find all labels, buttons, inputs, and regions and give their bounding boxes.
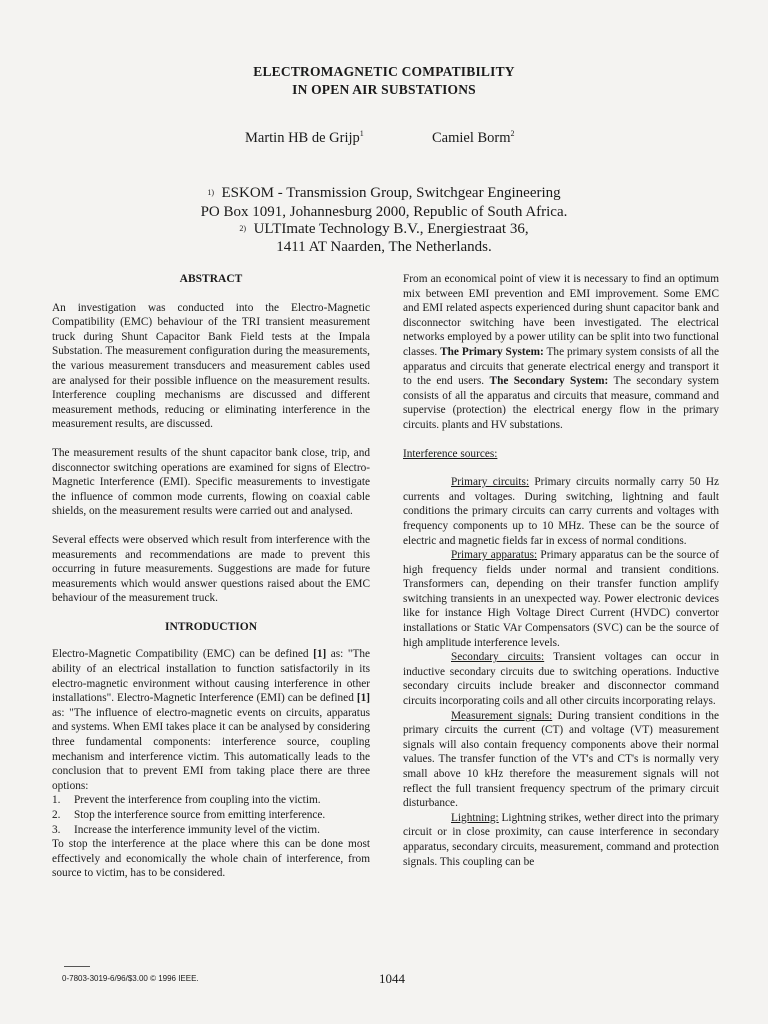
paper-title-line2: IN OPEN AIR SUBSTATIONS: [292, 82, 476, 97]
source-text: Primary apparatus can be the source of high frequency fields under normal and transient conditions. Transformers can, depending on their transfer function amplify switching transients in an unexpected way. Power electronic devices like for instance High Voltage Direct Current (HVDC) convertor installations or Static VAr Compensators (SVC) can be the source of high amplitude interference levels.: [403, 549, 719, 649]
classes-paragraph: [403, 272, 719, 433]
introduction-paragraph-2: To stop the interference at the place where this can be done most effectively and economically the whole chain of interference, from source to victim, has to be considered.: [52, 838, 370, 880]
source-text: Transient voltages can occur in inductive secondary circuits due to switching operations. Inductive secondary circuits include breaker and disconnector command circuits incorporating coils and all other circuits incorporating relays.: [403, 651, 719, 708]
list-text: Increase the interference immunity level of the victim.: [74, 823, 320, 836]
author-1: [245, 130, 364, 147]
source-item: [403, 811, 719, 869]
source-label: Measurement signals:: [451, 709, 553, 722]
left-column: [52, 272, 370, 881]
intro-text-c: as: "The influence of electro-magnetic events on circuits, apparatus and systems. When EMI takes place it can be analysed by considering three fundamental components: interference source, coupling mechanism and interference victim. This automatically leads to the conclusion that to prevent EMI from taking place there are three options:: [52, 706, 370, 792]
footnote-rule: [64, 966, 90, 967]
affiliation-1-line1: [0, 184, 768, 203]
list-number: 3.: [52, 823, 61, 836]
abstract-paragraph-1: An investigation was conducted into the Electro-Magnetic Compatibility (EMC) behaviour of the TRI transient measurement truck during Shunt Capacitor Bank Field tests at the Impala Substation. The measurement configuration during the measurements, the various measurement transducers and measurement cables used are analysed for their possible influence on the measurement results. Interference coupling mechanisms are discussed and different measurement methods, reducing or eliminating interference in the measurement results, are discussed.: [52, 301, 370, 431]
affiliation-2-mark: 2): [239, 224, 247, 233]
copyright-notice: 0-7803-3019-6/96/$3.00 © 1996 IEEE.: [62, 974, 199, 983]
affiliation-2-line2: 1411 AT Naarden, The Netherlands.: [276, 239, 492, 255]
citation-ref: [1]: [356, 692, 370, 705]
introduction-heading: INTRODUCTION: [164, 620, 257, 633]
author-2-mark: 2: [510, 129, 515, 138]
intro-text-a: Electro-Magnetic Compatibility (EMC) can be defined: [52, 648, 314, 661]
author-2: [432, 130, 515, 147]
source-item: [403, 548, 719, 650]
source-text: Lightning strikes, wether direct into the primary circuit or in close proximity, can cause interference in secondary apparatus, secondary circuits, measurement, command and protection signals. This coupling can be: [403, 811, 719, 868]
abstract-paragraph-2: The measurement results of the shunt capacitor bank close, trip, and disconnector switching operations are examined for signs of Electro-Magnetic Interference (EMI). Specific measurements to investigate the influence of common mode currents, flowing on coaxial cable shields, on the measurement results were carried out and analysed.: [52, 446, 370, 518]
primary-system-label: The Primary System:: [440, 345, 544, 358]
source-label: Lightning:: [451, 811, 499, 824]
author-1-name: Martin HB de Grijp: [245, 130, 360, 146]
list-number: 2.: [52, 809, 61, 821]
affiliation-1-mark: 1): [207, 188, 214, 197]
source-label: Secondary circuits:: [451, 651, 545, 664]
introduction-paragraph-1: [52, 647, 370, 793]
source-item: [403, 475, 719, 548]
interference-sources-heading: Interference sources:: [403, 447, 498, 460]
list-item: [52, 793, 370, 808]
abstract-paragraph-3: Several effects were observed which result from interference with the measurements and recommendations are made to prevent this occurring in future measurements. Suggestions are made for future measurements which would answer questions raised about the EMC behaviour of the measurement truck.: [52, 533, 370, 605]
classes-text-a: From an economical point of view it is necessary to find an optimum mix between EMI prevention and EMI improvement. Some EMC and EMI related aspects experienced during shunt capacitor bank and disconnector switching have been investigated. The electrical networks employed by a power utility can be split into two functional classes.: [403, 273, 719, 358]
paper-title-line1: ELECTROMAGNETIC COMPATIBILITY: [253, 64, 515, 79]
affiliation-2-org: ULTImate Technology B.V., Energiestraat 36,: [253, 221, 529, 237]
right-column: [403, 272, 719, 869]
source-item: [403, 650, 719, 708]
source-text: Primary circuits normally carry 50 Hz currents and voltages. During switching, lightning and fault conditions the primary circuits can carry currents and voltages with frequency components up to 10 MHz. These can be the source of electric and magnetic fields far in excess of normal conditions.: [403, 476, 720, 547]
citation-ref: [1]: [313, 648, 327, 661]
source-label: Primary circuits:: [451, 476, 530, 489]
affiliation-2-line1: [0, 220, 768, 239]
secondary-system-label: The Secondary System:: [489, 375, 609, 388]
page-number: 1044: [379, 971, 405, 986]
affiliation-1-line2: PO Box 1091, Johannesburg 2000, Republic of South Africa.: [200, 204, 568, 220]
list-text: Stop the interference source from emitting interference.: [74, 809, 326, 821]
source-label: Primary apparatus:: [451, 549, 538, 562]
author-1-mark: 1: [359, 129, 364, 138]
abstract-heading: ABSTRACT: [179, 273, 243, 285]
affiliation-1-org: ESKOM - Transmission Group, Switchgear Engineering: [221, 185, 561, 201]
list-item: [52, 808, 370, 823]
author-2-name: Camiel Borm: [432, 130, 511, 146]
options-list: [52, 793, 370, 837]
intro-text-b: as: "The ability of an electrical installation to function satisfactorily in its electro-magnetic environment without causing interference in other installations". Electro-Magnetic Interference (EMI) can be defined: [52, 648, 371, 705]
classes-text-c: The primary system consists of all the apparatus and circuits that generate electrical energy and transport it to the end users.: [403, 345, 719, 388]
list-text: Prevent the interference from coupling into the victim.: [74, 794, 321, 807]
source-item: [403, 709, 719, 811]
source-text: During transient conditions in the primary circuits the current (CT) and voltage (VT) measurement signals will also contain frequency components above their normal values. The transfer function of the VT's and CT's is normally very small above 10 kHz therefore the measurement signals will not reflect the full transient frequency spectrum of the primary circuit disturbance.: [403, 709, 720, 810]
classes-text-e: The secondary system consists of all the apparatus and circuits that measure, command and supervise (protection) the electrical energy flow in the primary circuits. plants and HV substations.: [403, 375, 720, 431]
list-number: 1.: [52, 794, 61, 807]
list-item: [52, 823, 370, 838]
